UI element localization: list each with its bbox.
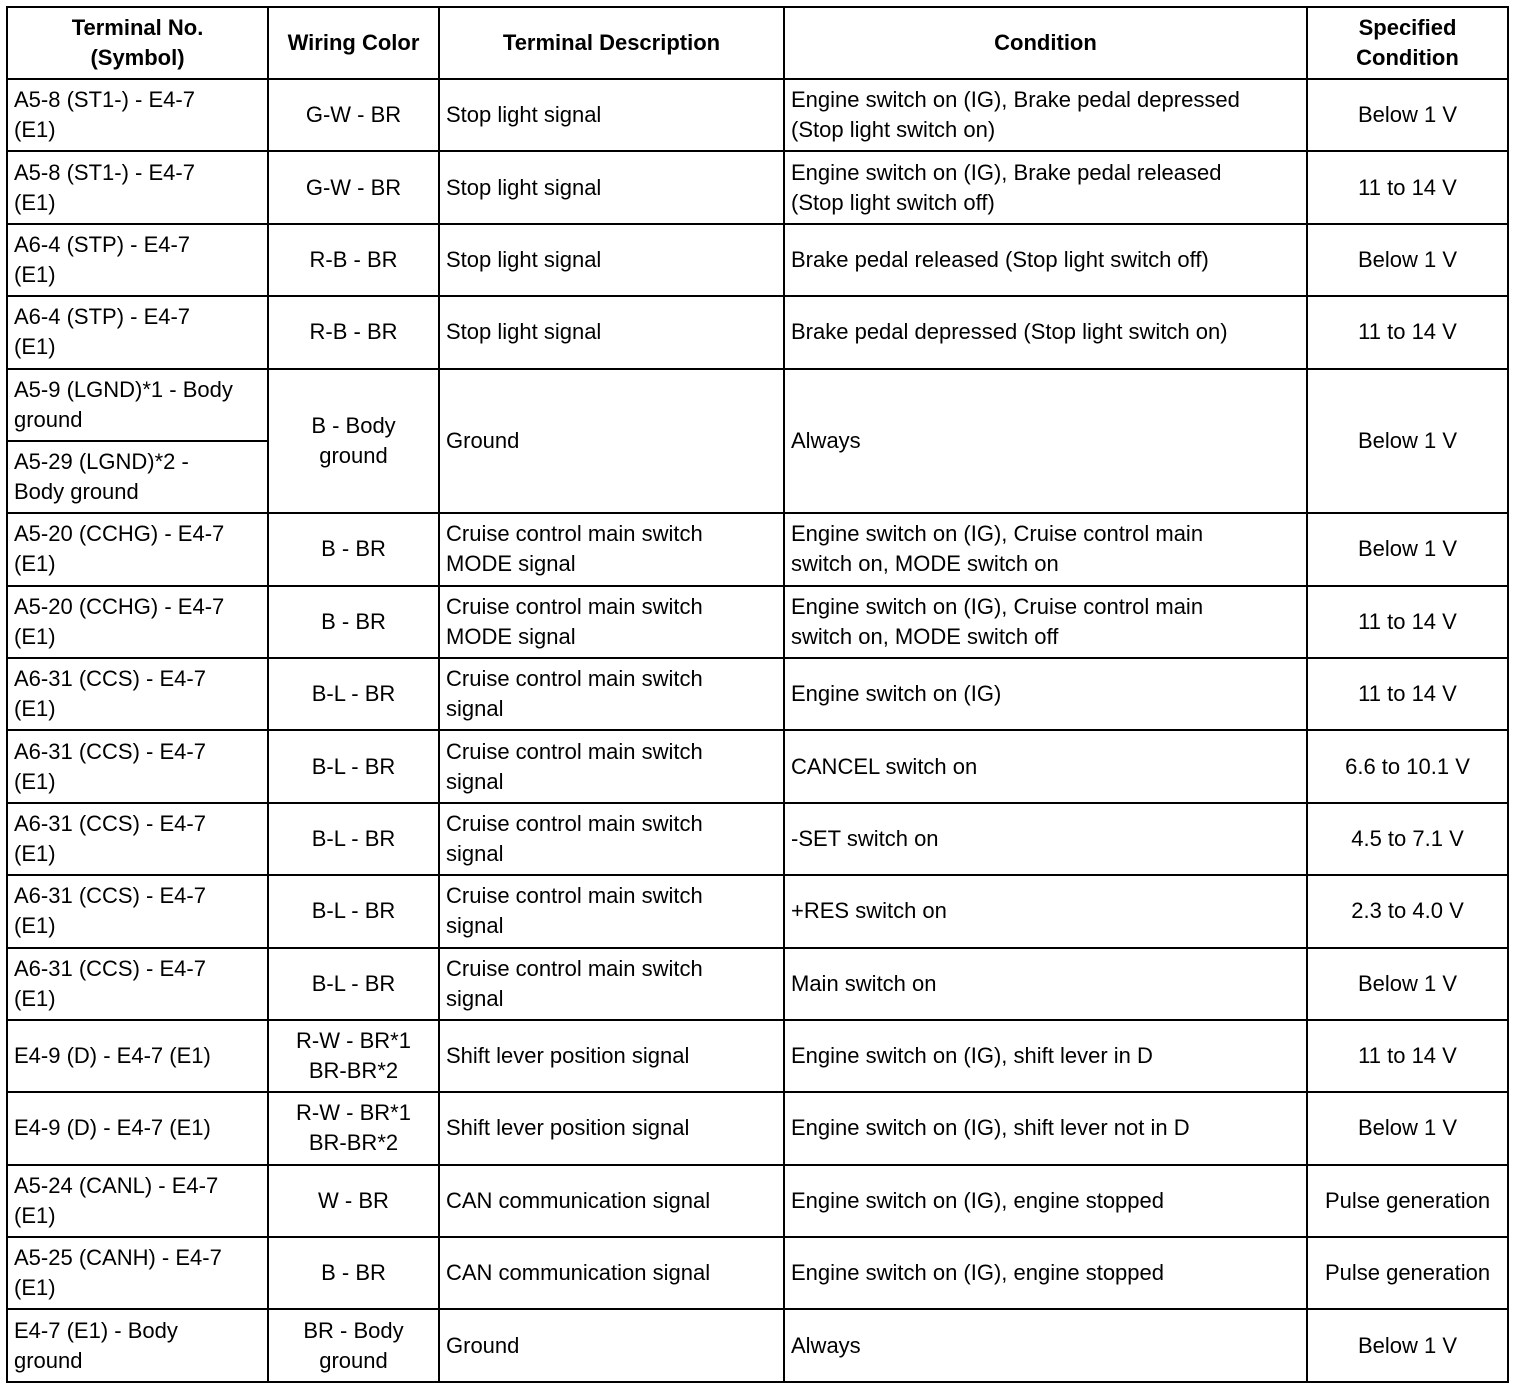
description-cell: Stop light signal	[439, 296, 784, 368]
table-row	[7, 586, 1508, 658]
wiring-color-cell: G-W - BR	[268, 151, 439, 223]
description-cell: Cruise control main switch signal	[439, 658, 784, 730]
specified-condition-cell: Pulse generation	[1307, 1237, 1508, 1309]
terminal-cell: A5-8 (ST1-) - E4-7 (E1)	[7, 151, 268, 223]
specified-condition-cell: 11 to 14 V	[1307, 1020, 1508, 1092]
table-row	[7, 296, 1508, 368]
description-cell: Cruise control main switch signal	[439, 803, 784, 875]
condition-cell: Engine switch on (IG), shift lever in D	[784, 1020, 1307, 1092]
specified-condition-cell: 11 to 14 V	[1307, 658, 1508, 730]
wiring-color-cell: B - BR	[268, 1237, 439, 1309]
terminal-cell: E4-7 (E1) - Body ground	[7, 1309, 268, 1382]
terminal-cell: A6-4 (STP) - E4-7 (E1)	[7, 224, 268, 296]
table-body	[7, 79, 1508, 1382]
specified-condition-cell: Pulse generation	[1307, 1165, 1508, 1237]
description-cell: Cruise control main switch signal	[439, 730, 784, 802]
terminal-cell: E4-9 (D) - E4-7 (E1)	[7, 1092, 268, 1164]
condition-cell: Engine switch on (IG), Brake pedal depressed (Stop light switch on)	[784, 79, 1307, 151]
terminal-table	[6, 6, 1509, 1383]
condition-cell: Always	[784, 1309, 1307, 1382]
table-row	[7, 1165, 1508, 1237]
condition-cell: Brake pedal depressed (Stop light switch on)	[784, 296, 1307, 368]
terminal-cell: A6-4 (STP) - E4-7 (E1)	[7, 296, 268, 368]
description-cell: Cruise control main switch MODE signal	[439, 513, 784, 585]
condition-cell: Engine switch on (IG), engine stopped	[784, 1237, 1307, 1309]
wiring-color-cell: R-W - BR*1 BR-BR*2	[268, 1020, 439, 1092]
description-cell: CAN communication signal	[439, 1165, 784, 1237]
description-cell: Shift lever position signal	[439, 1020, 784, 1092]
wiring-color-cell: B-L - BR	[268, 875, 439, 947]
description-cell: CAN communication signal	[439, 1237, 784, 1309]
table-row	[7, 730, 1508, 802]
wiring-color-cell: R-B - BR	[268, 296, 439, 368]
table-row	[7, 658, 1508, 730]
wiring-color-cell: B-L - BR	[268, 948, 439, 1020]
table-row	[7, 79, 1508, 151]
terminal-cell: A6-31 (CCS) - E4-7 (E1)	[7, 658, 268, 730]
table-row	[7, 151, 1508, 223]
terminal-cell: A5-9 (LGND)*1 - Body ground	[7, 369, 268, 441]
specified-condition-cell: Below 1 V	[1307, 948, 1508, 1020]
terminal-cell: A5-20 (CCHG) - E4-7 (E1)	[7, 586, 268, 658]
terminal-cell: A6-31 (CCS) - E4-7 (E1)	[7, 948, 268, 1020]
wiring-color-cell: B-L - BR	[268, 730, 439, 802]
specified-condition-cell: 11 to 14 V	[1307, 296, 1508, 368]
condition-cell: Engine switch on (IG), shift lever not in D	[784, 1092, 1307, 1164]
header-terminal-description: Terminal Description	[439, 7, 784, 79]
header-row	[7, 7, 1508, 79]
header-specified-condition: Specified Condition	[1307, 7, 1508, 79]
description-cell: Ground	[439, 1309, 784, 1382]
table-row	[7, 224, 1508, 296]
condition-cell: Engine switch on (IG), Cruise control main switch on, MODE switch on	[784, 513, 1307, 585]
wiring-color-cell: B-L - BR	[268, 803, 439, 875]
specified-condition-cell: Below 1 V	[1307, 369, 1508, 514]
terminal-cell: E4-9 (D) - E4-7 (E1)	[7, 1020, 268, 1092]
header-condition: Condition	[784, 7, 1307, 79]
specified-condition-cell: Below 1 V	[1307, 513, 1508, 585]
condition-cell: +RES switch on	[784, 875, 1307, 947]
description-cell: Stop light signal	[439, 151, 784, 223]
table-row	[7, 1309, 1508, 1382]
condition-cell: -SET switch on	[784, 803, 1307, 875]
condition-cell: Engine switch on (IG)	[784, 658, 1307, 730]
condition-cell: Engine switch on (IG), Brake pedal released (Stop light switch off)	[784, 151, 1307, 223]
specified-condition-cell: Below 1 V	[1307, 79, 1508, 151]
terminal-cell: A6-31 (CCS) - E4-7 (E1)	[7, 730, 268, 802]
condition-cell: CANCEL switch on	[784, 730, 1307, 802]
description-cell: Stop light signal	[439, 224, 784, 296]
condition-cell: Brake pedal released (Stop light switch off)	[784, 224, 1307, 296]
terminal-cell: A5-29 (LGND)*2 - Body ground	[7, 441, 268, 513]
header-wiring-color: Wiring Color	[268, 7, 439, 79]
description-cell: Cruise control main switch signal	[439, 948, 784, 1020]
header-terminal: Terminal No. (Symbol)	[7, 7, 268, 79]
terminal-cell: A6-31 (CCS) - E4-7 (E1)	[7, 803, 268, 875]
description-cell: Cruise control main switch MODE signal	[439, 586, 784, 658]
condition-cell: Always	[784, 369, 1307, 514]
terminal-cell: A5-20 (CCHG) - E4-7 (E1)	[7, 513, 268, 585]
specified-condition-cell: Below 1 V	[1307, 224, 1508, 296]
table-row	[7, 1092, 1508, 1164]
description-cell: Ground	[439, 369, 784, 514]
terminal-cell: A5-25 (CANH) - E4-7 (E1)	[7, 1237, 268, 1309]
table-row	[7, 513, 1508, 585]
condition-cell: Engine switch on (IG), engine stopped	[784, 1165, 1307, 1237]
specified-condition-cell: 2.3 to 4.0 V	[1307, 875, 1508, 947]
table-row	[7, 1237, 1508, 1309]
description-cell: Stop light signal	[439, 79, 784, 151]
specified-condition-cell: 11 to 14 V	[1307, 586, 1508, 658]
wiring-color-cell: B - BR	[268, 513, 439, 585]
wiring-color-cell: B-L - BR	[268, 658, 439, 730]
description-cell: Shift lever position signal	[439, 1092, 784, 1164]
specified-condition-cell: Below 1 V	[1307, 1092, 1508, 1164]
wiring-color-cell: R-B - BR	[268, 224, 439, 296]
specified-condition-cell: 11 to 14 V	[1307, 151, 1508, 223]
table-row	[7, 875, 1508, 947]
table-row	[7, 369, 1508, 441]
condition-cell: Engine switch on (IG), Cruise control main switch on, MODE switch off	[784, 586, 1307, 658]
wiring-color-cell: R-W - BR*1 BR-BR*2	[268, 1092, 439, 1164]
specified-condition-cell: 6.6 to 10.1 V	[1307, 730, 1508, 802]
wiring-color-cell: B - BR	[268, 586, 439, 658]
terminal-cell: A5-8 (ST1-) - E4-7 (E1)	[7, 79, 268, 151]
wiring-color-cell: W - BR	[268, 1165, 439, 1237]
table-row	[7, 1020, 1508, 1092]
condition-cell: Main switch on	[784, 948, 1307, 1020]
wiring-color-cell: G-W - BR	[268, 79, 439, 151]
wiring-color-cell: B - Body ground	[268, 369, 439, 514]
table-row	[7, 948, 1508, 1020]
terminal-cell: A5-24 (CANL) - E4-7 (E1)	[7, 1165, 268, 1237]
terminal-cell: A6-31 (CCS) - E4-7 (E1)	[7, 875, 268, 947]
description-cell: Cruise control main switch signal	[439, 875, 784, 947]
specified-condition-cell: Below 1 V	[1307, 1309, 1508, 1382]
table-row	[7, 803, 1508, 875]
specified-condition-cell: 4.5 to 7.1 V	[1307, 803, 1508, 875]
wiring-color-cell: BR - Body ground	[268, 1309, 439, 1382]
